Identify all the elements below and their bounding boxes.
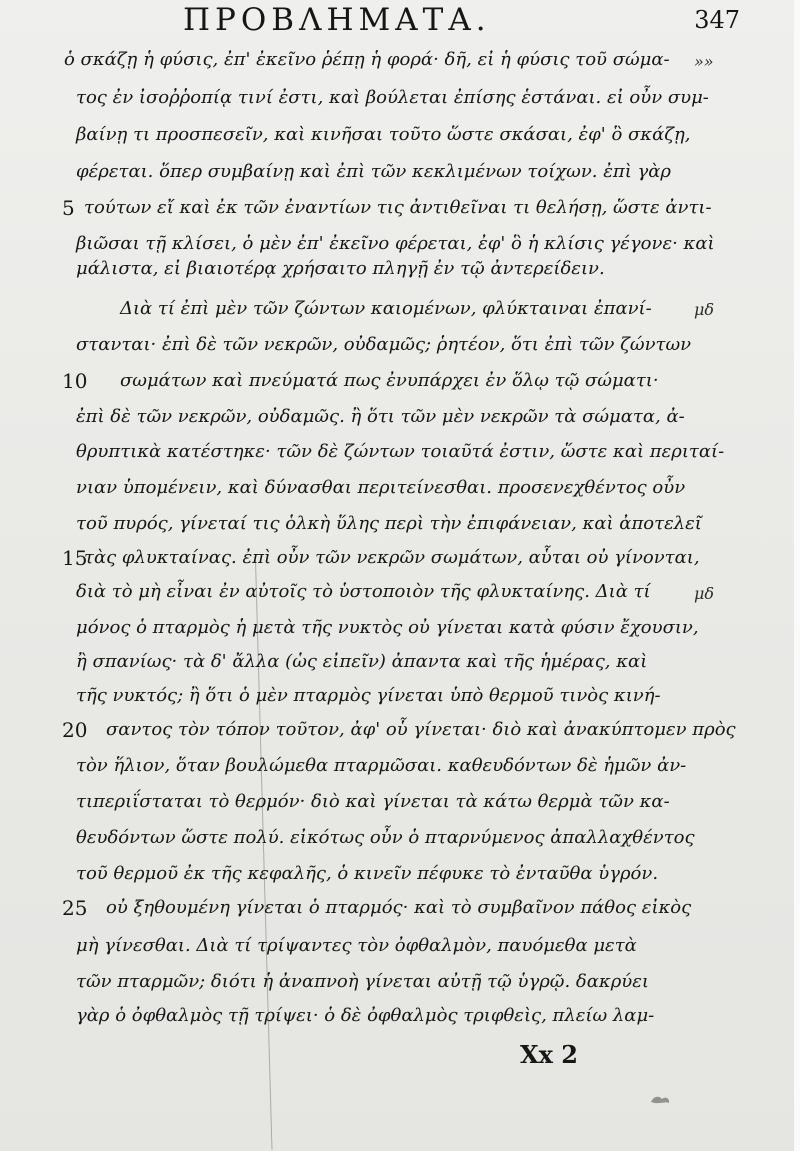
text-line: θευδόντων ὥστε πολύ. εἰκότως οὖν ὁ πταρνύμενος ἀπαλλαχθέντος (76, 827, 695, 848)
text-line: ἐπὶ δὲ τῶν νεκρῶν, οὐδαμῶς. ἢ ὅτι τῶν μὲν νεκρῶν τὰ σώματα, ἀ- (76, 406, 685, 427)
text-line: τῶν πταρμῶν; διότι ἡ ἀναπνοὴ γίνεται αὐτῇ τῷ ὑγρῷ. δακρύει (76, 971, 649, 992)
signature-mark: Xx 2 (520, 1040, 578, 1069)
text-line: νιαν ὑπομένειν, καὶ δύνασθαι περιτείνεσθαι. προσενεχθέντος οὖν (76, 477, 686, 498)
text-line: τῆς νυκτός; ἢ ὅτι ὁ μὲν πταρμὸς γίνεται ὑπὸ θερμοῦ τινὸς κινή- (76, 685, 661, 706)
text-line: τοῦ θερμοῦ ἐκ τῆς κεφαλῆς, ὁ κινεῖν πέφυκε τὸ ἐνταῦθα ὑγρόν. (76, 863, 659, 884)
line-number: 25 (62, 896, 88, 920)
line-number: 5 (62, 196, 75, 220)
text-line: βαίνῃ τι προσπεσεῖν, καὶ κινῆσαι τοῦτο ὥστε σκάσαι, ἐφ' ὃ σκάζῃ, (76, 124, 691, 145)
margin-note: μδ (694, 300, 715, 319)
text-line: διὰ τὸ μὴ εἶναι ἐν αὐτοῖς τὸ ὑστοποιὸν τῆς φλυκταίνης. Διὰ τί (76, 581, 651, 602)
text-line: ὁ σκάζῃ ἡ φύσις, ἐπ' ἐκεῖνο ῥέπῃ ἡ φορά· δῆ, εἰ ἡ φύσις τοῦ σώμα- (64, 49, 670, 70)
text-line: τὰς φλυκταίνας. ἐπὶ οὖν τῶν νεκρῶν σωμάτων, αὗται οὐ γίνονται, (84, 547, 700, 568)
text-line: Διὰ τί ἐπὶ μὲν τῶν ζώντων καιομένων, φλύκταιναι ἐπανί- (120, 298, 652, 319)
text-line: τιπεριΐσταται τὸ θερμόν· διὸ καὶ γίνεται τὰ κάτω θερμὰ τῶν κα- (76, 791, 670, 812)
running-title: ΠΡΟΒΛΗΜΑΤΑ. (183, 2, 491, 38)
margin-note: »» (694, 52, 714, 71)
text-line: τος ἐν ἰσοῤῥοπίᾳ τινί ἐστι, καὶ βούλεται ἐπίσης ἑστάναι. εἰ οὖν συμ- (76, 87, 709, 108)
text-line: βιῶσαι τῇ κλίσει, ὁ μὲν ἐπ' ἐκεῖνο φέρεται, ἐφ' ὃ ἡ κλίσις γέγονε· καὶ (76, 233, 715, 254)
text-line: ἢ σπανίως· τὰ δ' ἄλλα (ὡς εἰπεῖν) ἀπαντα καὶ τῆς ἡμέρας, καὶ (76, 651, 648, 672)
text-line: μὴ γίνεσθαι. Διὰ τί τρίψαντες τὸν ὀφθαλμὸν, παυόμεθα μετὰ (76, 935, 637, 956)
margin-note: μδ (694, 584, 715, 603)
text-line: τούτων εἴ καὶ ἐκ τῶν ἐναντίων τις ἀντιθεῖναι τι θελήσῃ, ὥστε ἀντι- (84, 197, 712, 218)
text-line: οὐ ξηθουμένη γίνεται ὁ πταρμός· καὶ τὸ συμβαῖνον πάθος εἰκὸς (106, 897, 692, 918)
text-line: στανται· ἐπὶ δὲ τῶν νεκρῶν, οὐδαμῶς; ῥητέον, ὅτι ἐπὶ τῶν ζώντων (76, 334, 692, 355)
text-line: σωμάτων καὶ πνεύματά πως ἐνυπάρχει ἐν ὅλῳ τῷ σώματι· (120, 370, 659, 391)
text-line: μόνος ὁ πταρμὸς ἡ μετὰ τῆς νυκτὸς οὐ γίνεται κατὰ φύσιν ἔχουσιν, (76, 617, 699, 638)
ink-blot-icon (648, 1092, 672, 1108)
text-line: φέρεται. ὅπερ συμβαίνῃ καὶ ἐπὶ τῶν κεκλιμένων τοίχων. ἐπὶ γὰρ (76, 161, 672, 182)
text-line: σαντος τὸν τόπον τοῦτον, ἀφ' οὗ γίνεται· διὸ καὶ ἀνακύπτομεν πρὸς (106, 719, 736, 740)
line-number: 10 (62, 369, 88, 393)
line-number: 20 (62, 718, 88, 742)
page-number: 347 (694, 6, 740, 34)
text-line: τοῦ πυρός, γίνεταί τις ὁλκὴ ὕλης περὶ τὴν ἐπιφάνειαν, καὶ ἀποτελεῖ (76, 513, 702, 534)
text-line: θρυπτικὰ κατέστηκε· τῶν δὲ ζώντων τοιαῦτά ἐστιν, ὥστε καὶ περιταί- (76, 441, 725, 462)
text-line: μάλιστα, εἰ βιαιοτέρᾳ χρήσαιτο πληγῇ ἐν τῷ ἀντερείδειν. (76, 258, 605, 279)
text-line: γὰρ ὁ ὀφθαλμὸς τῇ τρίψει· ὁ δὲ ὀφθαλμὸς τριφθεὶς, πλείω λαμ- (76, 1005, 655, 1026)
text-line: τὸν ἥλιον, ὅταν βουλώμεθα πταρμῶσαι. καθευδόντων δὲ ἡμῶν ἀν- (76, 755, 687, 776)
line-number: 15 (62, 546, 88, 570)
